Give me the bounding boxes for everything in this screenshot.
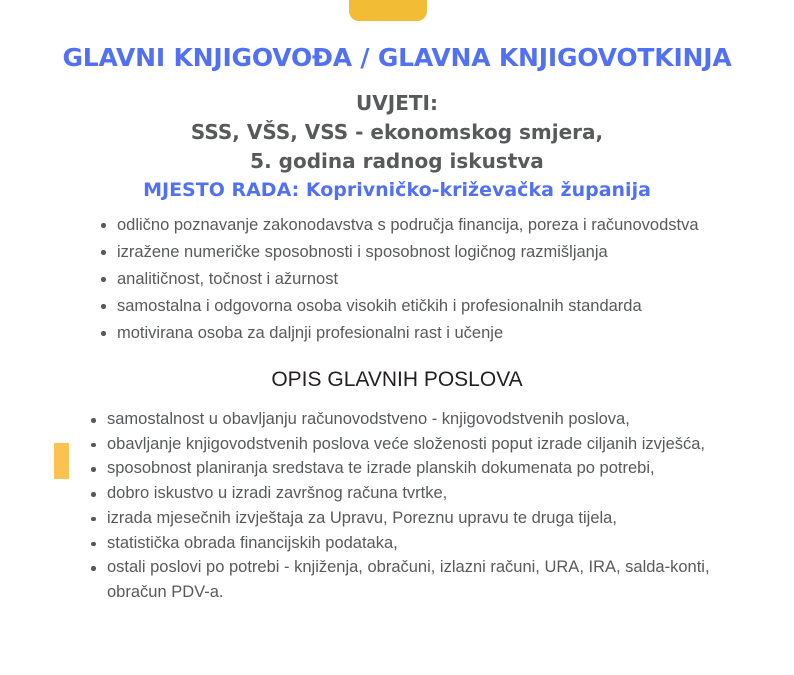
conditions-education: SSS, VŠS, VSS - ekonomskog smjera, — [190, 120, 604, 144]
page-title: GLAVNI KNJIGOVOĐA / GLAVNA KNJIGOVOTKINJA — [62, 43, 732, 72]
duties-list — [91, 407, 731, 605]
duty-item: ostali poslovi po potrebi - knjiženja, obračuni, izlazni računi, URA, IRA, salda-konti, obračun PDV-a. — [91, 555, 731, 604]
duty-item: izrada mjesečnih izvještaja za Upravu, Poreznu upravu te druga tijela, — [91, 506, 731, 531]
requirement-item: samostalna i odgovorna osoba visokih etičkih i profesionalnih standarda — [101, 293, 741, 320]
requirement-item: analitičnost, točnost i ažurnost — [101, 266, 741, 293]
requirement-item: odlično poznavanje zakonodavstva s područja financija, poreza i računovodstva — [101, 212, 741, 239]
duty-item: dobro iskustvo u izradi završnog računa tvrtke, — [91, 481, 731, 506]
conditions-experience: 5. godina radnog iskustva — [250, 149, 544, 173]
top-tab-decoration — [349, 0, 427, 21]
conditions-location: MJESTO RADA: Koprivničko-križevačka županija — [143, 179, 651, 201]
requirement-item: motivirana osoba za daljnji profesionalni rast i učenje — [101, 320, 741, 347]
conditions-label: UVJETI: — [356, 91, 438, 115]
duty-item: obavljanje knjigovodstvenih poslova veće složenosti poput izrade ciljanih izvješća, — [91, 432, 731, 457]
side-accent-bar-decoration — [54, 443, 69, 479]
requirement-item: izražene numeričke sposobnosti i sposobnost logičnog razmišljanja — [101, 239, 741, 266]
duty-item: statistička obrada financijskih podataka, — [91, 531, 731, 556]
requirements-list — [101, 212, 741, 347]
conditions-block — [0, 89, 794, 204]
duty-item: samostalnost u obavljanju računovodstveno - knjigovodstvenih poslova, — [91, 407, 731, 432]
duties-heading: OPIS GLAVNIH POSLOVA — [271, 368, 523, 391]
duty-item: sposobnost planiranja sredstava te izrade planskih dokumenata po potrebi, — [91, 456, 731, 481]
